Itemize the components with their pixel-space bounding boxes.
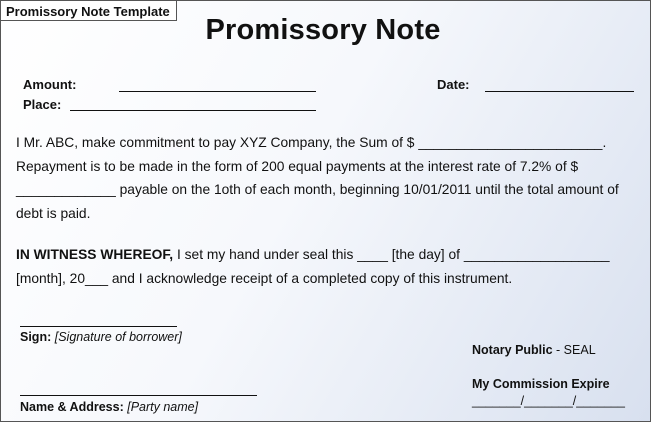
amount-field[interactable] bbox=[119, 91, 316, 92]
amount-label: Amount: bbox=[23, 77, 77, 92]
place-field[interactable] bbox=[70, 110, 316, 111]
date-field[interactable] bbox=[485, 91, 634, 92]
witness-heading: IN WITNESS WHEREOF, bbox=[16, 247, 174, 262]
commitment-paragraph bbox=[16, 131, 641, 225]
commitment-text-2: . Repayment is to be made in the form of 200 equal payments at the interest rate of 7.2% of $ bbox=[16, 135, 607, 174]
notary-block bbox=[472, 343, 596, 357]
payment-amount-blank[interactable]: _____________ bbox=[16, 182, 116, 197]
name-address-line[interactable] bbox=[20, 395, 257, 396]
sign-block bbox=[20, 330, 182, 344]
commitment-text-3: payable on the 1oth of each month, beginning 10/01/2011 until the total amount of debt is paid. bbox=[16, 182, 619, 221]
commission-date-blanks[interactable]: _______/_______/_______ bbox=[472, 394, 625, 408]
witness-text: I set my hand under seal this ____ [the day] of ___________________ [month], 20___ and I acknowledge receipt of a completed copy of this instrument. bbox=[16, 247, 610, 286]
commitment-text-1: I Mr. ABC, make commitment to pay XYZ Company, the Sum of $ bbox=[16, 135, 415, 150]
name-address-label: Name & Address: bbox=[20, 400, 124, 414]
place-label: Place: bbox=[23, 97, 62, 112]
template-label: Promissory Note Template bbox=[1, 1, 177, 21]
name-address-block bbox=[20, 400, 198, 414]
notary-seal-text: - SEAL bbox=[552, 343, 596, 357]
notary-public-label: Notary Public bbox=[472, 343, 553, 357]
commission-label-text: My Commission Expire bbox=[472, 377, 610, 391]
name-placeholder: [Party name] bbox=[127, 400, 199, 414]
sign-placeholder: [Signature of borrower] bbox=[54, 330, 182, 344]
witness-paragraph bbox=[16, 243, 641, 290]
page-title: Promissory Note bbox=[205, 14, 441, 46]
date-label: Date: bbox=[437, 77, 470, 92]
commission-label bbox=[472, 377, 610, 391]
signature-line[interactable] bbox=[20, 326, 177, 327]
sum-blank[interactable]: ________________________ bbox=[418, 135, 603, 150]
sign-label: Sign: bbox=[20, 330, 52, 344]
